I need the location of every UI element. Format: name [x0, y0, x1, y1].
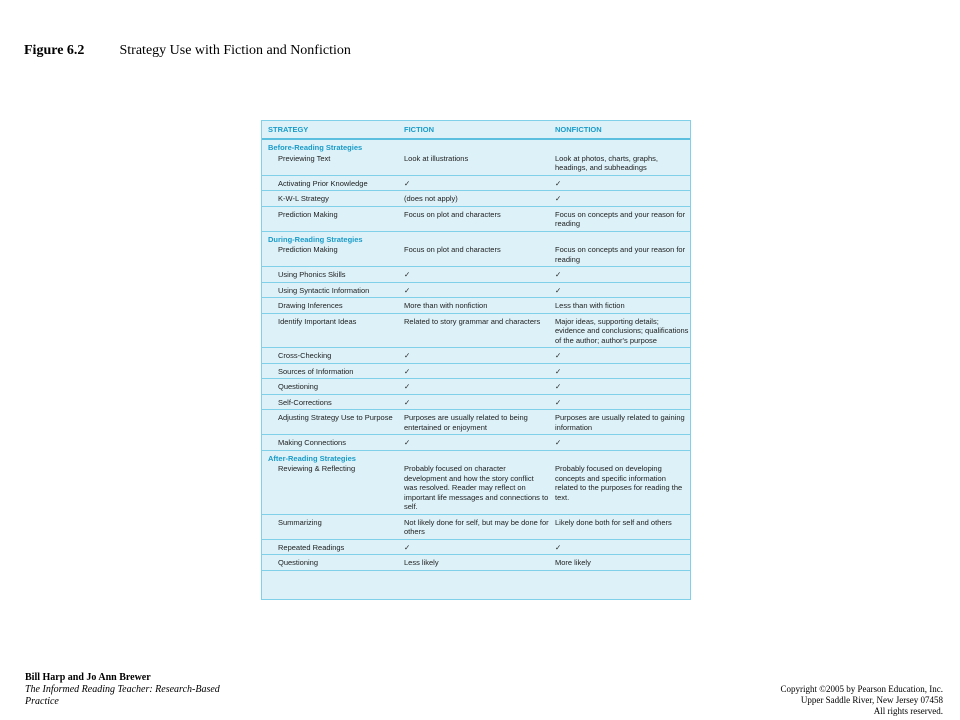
table-row [262, 283, 690, 299]
strategy-cell: Questioning [278, 558, 319, 567]
strategy-cell: Reviewing & Reflecting [278, 464, 356, 473]
table-row [262, 314, 690, 349]
figure-title [24, 43, 351, 59]
fiction-cell: More than with nonfiction [404, 301, 488, 310]
nonfiction-cell: ✓ [555, 178, 562, 188]
table-body [262, 140, 690, 571]
table-row [262, 395, 690, 411]
book-credit [25, 672, 245, 708]
fiction-cell: ✓ [404, 270, 411, 279]
nonfiction-cell: Less than with fiction [555, 301, 625, 310]
fiction-cell: (does not apply) [404, 194, 458, 203]
nonfiction-cell: ✓ [555, 438, 562, 447]
nonfiction-cell: Look at photos, charts, graphs, headings, and subheadings [555, 153, 658, 172]
nonfiction-cell: ✓ [555, 542, 562, 552]
strategy-cell: K-W-L Strategy [278, 194, 329, 203]
table-row [262, 410, 690, 435]
table-row [262, 298, 690, 314]
header-fiction: FICTION [404, 125, 434, 134]
nonfiction-cell: ✓ [555, 382, 562, 391]
fiction-cell: Probably focused on character development and how the story conflict was resolved. Reader may reflect on important life messages and connections to self. [404, 464, 549, 511]
strategy-cell: Previewing Text [278, 153, 331, 163]
table-section [262, 232, 690, 451]
table-row [262, 191, 690, 207]
fiction-cell: ✓ [404, 285, 411, 295]
table-header [262, 121, 690, 140]
nonfiction-cell: ✓ [555, 351, 562, 360]
section-title: Before-Reading Strategies [268, 143, 363, 152]
nonfiction-cell: Probably focused on developing concepts and specific information related to the purposes for reading the text. [555, 464, 683, 502]
fiction-cell: ✓ [404, 178, 411, 188]
nonfiction-cell: Focus on concepts and your reason for reading [555, 209, 686, 228]
copyright-notice [780, 684, 943, 717]
fiction-cell: Purposes are usually related to being entertained or enjoyment [404, 413, 528, 432]
book-title: The Informed Reading Teacher: Research-Based Practice [25, 684, 220, 707]
fiction-cell: Less likely [404, 558, 439, 567]
strategy-cell: Adjusting Strategy Use to Purpose [278, 413, 393, 422]
strategy-cell: Cross-Checking [278, 351, 332, 360]
strategy-cell: Using Syntactic Information [278, 285, 370, 295]
table-row [262, 540, 690, 556]
table-row [262, 463, 690, 515]
strategy-cell: Prediction Making [278, 209, 338, 219]
table-row [262, 153, 690, 176]
fiction-cell: Focus on plot and characters [404, 209, 501, 219]
header-nonfiction: NONFICTION [555, 125, 602, 134]
table-row [262, 176, 690, 192]
section-title: During-Reading Strategies [268, 234, 363, 244]
table-row [262, 267, 690, 283]
fiction-cell: ✓ [404, 382, 411, 391]
strategy-cell: Prediction Making [278, 245, 338, 254]
strategy-cell: Identify Important Ideas [278, 316, 357, 326]
strategy-cell: Self-Corrections [278, 397, 332, 407]
nonfiction-cell: ✓ [555, 194, 562, 203]
authors: Bill Harp and Jo Ann Brewer [25, 672, 151, 683]
nonfiction-cell: ✓ [555, 285, 562, 295]
nonfiction-cell: ✓ [555, 397, 562, 407]
fiction-cell: ✓ [404, 438, 411, 447]
fiction-cell: ✓ [404, 542, 411, 552]
nonfiction-cell: Focus on concepts and your reason for reading [555, 245, 686, 264]
strategy-cell: Repeated Readings [278, 542, 345, 552]
nonfiction-cell: Major ideas, supporting details; evidence and conclusions; qualifications of the author; author's purpose [555, 316, 689, 345]
nonfiction-cell: ✓ [555, 270, 562, 279]
fiction-cell: Look at illustrations [404, 153, 469, 163]
table-row [262, 207, 690, 231]
strategy-cell: Sources of Information [278, 366, 354, 376]
fiction-cell: Not likely done for self, but may be done for others [404, 517, 549, 536]
strategy-cell: Using Phonics Skills [278, 270, 346, 279]
fiction-cell: Focus on plot and characters [404, 245, 501, 254]
table-row [262, 515, 690, 540]
header-strategy: STRATEGY [268, 125, 309, 134]
table-row [262, 348, 690, 364]
strategy-cell: Questioning [278, 382, 319, 391]
strategy-cell: Activating Prior Knowledge [278, 178, 368, 188]
fiction-cell: ✓ [404, 366, 411, 376]
strategy-cell: Drawing Inferences [278, 301, 343, 310]
strategy-table [261, 120, 691, 600]
table-row [262, 244, 690, 267]
fiction-cell: ✓ [404, 397, 411, 407]
table-section [262, 140, 690, 232]
publisher-address: Upper Saddle River, New Jersey 07458 [800, 695, 943, 705]
strategy-cell: Making Connections [278, 438, 346, 447]
fiction-cell: ✓ [404, 351, 411, 360]
table-section [262, 451, 690, 571]
figure-caption: Strategy Use with Fiction and Nonfiction [119, 43, 351, 58]
nonfiction-cell: Purposes are usually related to gaining information [555, 413, 685, 432]
table-row [262, 435, 690, 450]
nonfiction-cell: Likely done both for self and others [555, 517, 672, 527]
fiction-cell: Related to story grammar and characters [404, 316, 541, 326]
copyright-line: Copyright ©2005 by Pearson Education, Inc. [780, 684, 943, 694]
section-title: After-Reading Strategies [268, 453, 356, 463]
nonfiction-cell: ✓ [555, 366, 562, 376]
figure-number: Figure 6.2 [24, 43, 85, 58]
table-row [262, 555, 690, 570]
table-row [262, 379, 690, 395]
strategy-cell: Summarizing [278, 517, 322, 527]
table-row [262, 364, 690, 380]
nonfiction-cell: More likely [555, 558, 591, 567]
rights-line: All rights reserved. [873, 706, 943, 716]
